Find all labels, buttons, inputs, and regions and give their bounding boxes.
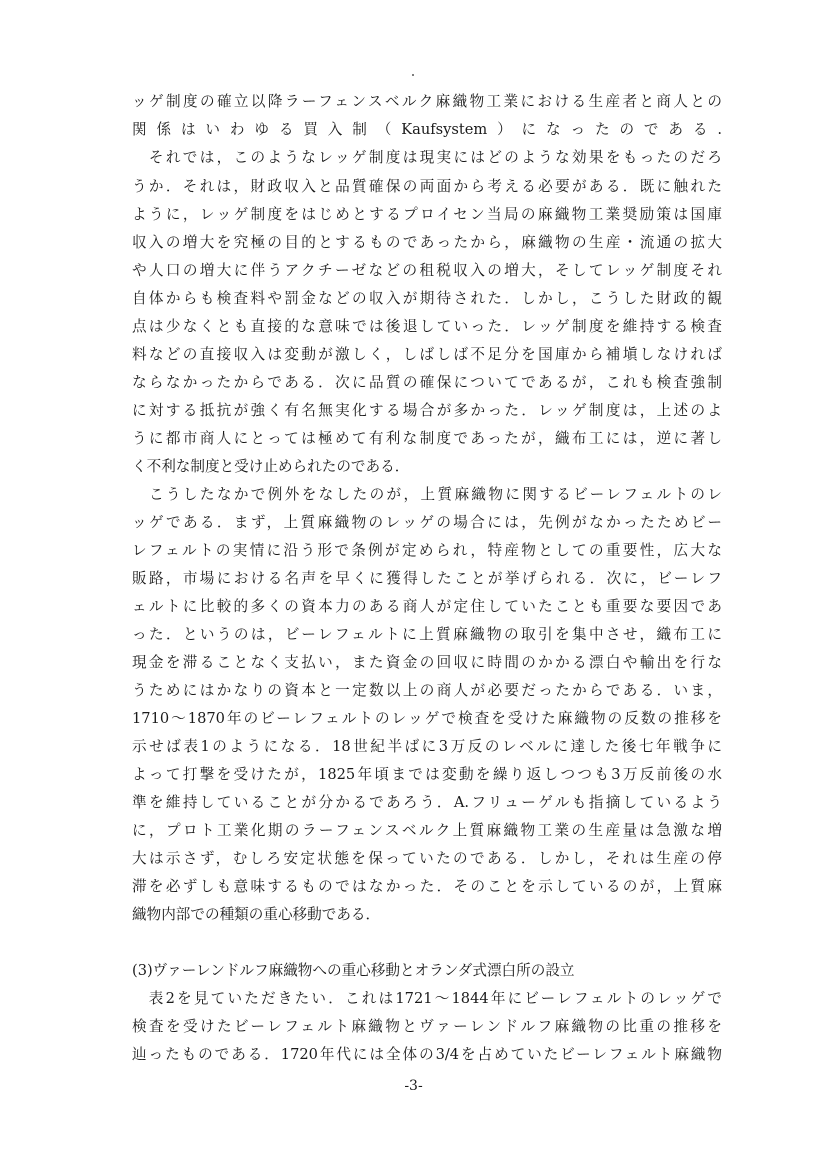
text-line: 検査を受けたビーレフェルト麻織物とヴァーレンドルフ麻織物の比重の推移を xyxy=(132,1018,722,1035)
text-line: うためにはかなりの資本と一定数以上の商人が必要だったからである．いま， xyxy=(132,682,722,699)
text-line: 販路，市場における名声を早くに獲得したことが挙げられる．次に，ビーレフ xyxy=(132,570,722,587)
text-line: 織物内部での種類の重心移動である． xyxy=(132,906,381,923)
text-line: ェルトに比較的多くの資本力のある商人が定住していたことも重要な要因であ xyxy=(132,598,722,615)
text-line: 点は少なくとも直接的な意味では後退していった．レッゲ制度を維持する検査 xyxy=(132,318,722,335)
text-line: 現金を滞ることなく支払い，また資金の回収に時間のかかる漂白や輸出を行な xyxy=(132,654,722,671)
text-line: 大は示さず，むしろ安定状態を保っていたのである．しかし，それは生産の停 xyxy=(132,850,722,867)
text-line: それでは，このようなレッゲ制度は現実にはどのような効果をもったのだろ xyxy=(132,149,722,166)
text-line: 関係はいわゆる買入制（Kaufsystem）になったのである. xyxy=(132,121,722,138)
text-line: や人口の増大に伴うアクチーゼなどの租税収入の増大，そしてレッゲ制度それ xyxy=(132,262,722,279)
text-line: 示せば表1のようになる．18世紀半ばに3万反のレベルに達した後七年戦争に xyxy=(132,738,722,755)
text-line: 準を維持していることが分かるであろう．A.フリューゲルも指摘しているよう xyxy=(132,794,722,811)
text-line: 収入の増大を究極の目的とするものであったから，麻織物の生産・流通の拡大 xyxy=(132,234,722,251)
scan-speck xyxy=(412,74,414,76)
text-line: レフェルトの実情に沿う形で条例が定められ，特産物としての重要性，広大な xyxy=(132,542,722,559)
text-line: 1710～1870年のビーレフェルトのレッゲで検査を受けた麻織物の反数の推移を xyxy=(132,710,722,727)
text-line: こうしたなかで例外をなしたのが，上質麻織物に関するビーレフェルトのレ xyxy=(132,486,722,503)
text-line: ならなかったからである．次に品質の確保についてであるが，これも検査強制 xyxy=(132,374,722,391)
text-line: よって打撃を受けたが，1825年頃までは変動を繰り返しつつも3万反前後の水 xyxy=(132,766,722,783)
text-line: 料などの直接収入は変動が激しく，しばしば不足分を国庫から補塡しなければ xyxy=(132,346,722,363)
text-line: に対する抵抗が強く有名無実化する場合が多かった．レッゲ制度は，上述のよ xyxy=(132,402,722,419)
text-line: ッゲである．まず，上質麻織物のレッゲの場合には，先例がなかったためビー xyxy=(132,514,722,531)
text-line: 滞を必ずしも意味するものではなかった．そのことを示しているのが，上質麻 xyxy=(132,878,722,895)
text-line: うか．それは，財政収入と品質確保の両面から考える必要がある．既に触れた xyxy=(132,178,722,195)
section-heading: (3)ヴァーレンドルフ麻織物への重心移動とオランダ式漂白所の設立 xyxy=(132,962,575,979)
text-line: ッゲ制度の確立以降ラーフェンスベルク麻織物工業における生産者と商人との xyxy=(132,93,722,110)
text-line: った．というのは，ビーレフェルトに上質麻織物の取引を集中させ，織布工に xyxy=(132,626,722,643)
text-line: 自体からも検査料や罰金などの収入が期待された．しかし，こうした財政的観 xyxy=(132,290,722,307)
text-line: 表2を見ていただきたい．これは1721～1844年にビーレフェルトのレッゲで xyxy=(132,990,722,1007)
text-line: 辿ったものである．1720年代には全体の3/4を占めていたビーレフェルト麻織物 xyxy=(132,1046,722,1063)
text-line: く不利な制度と受け止められたのである． xyxy=(132,458,410,475)
text-line: に，プロト工業化期のラーフェンスベルク上質麻織物工業の生産量は急激な増 xyxy=(132,822,722,839)
page-number: -3- xyxy=(404,1078,423,1094)
text-line: うに都市商人にとっては極めて有利な制度であったが，織布工には，逆に著し xyxy=(132,430,722,447)
text-line: ように，レッゲ制度をはじめとするプロイセン当局の麻織物工業奨励策は国庫 xyxy=(132,206,722,223)
